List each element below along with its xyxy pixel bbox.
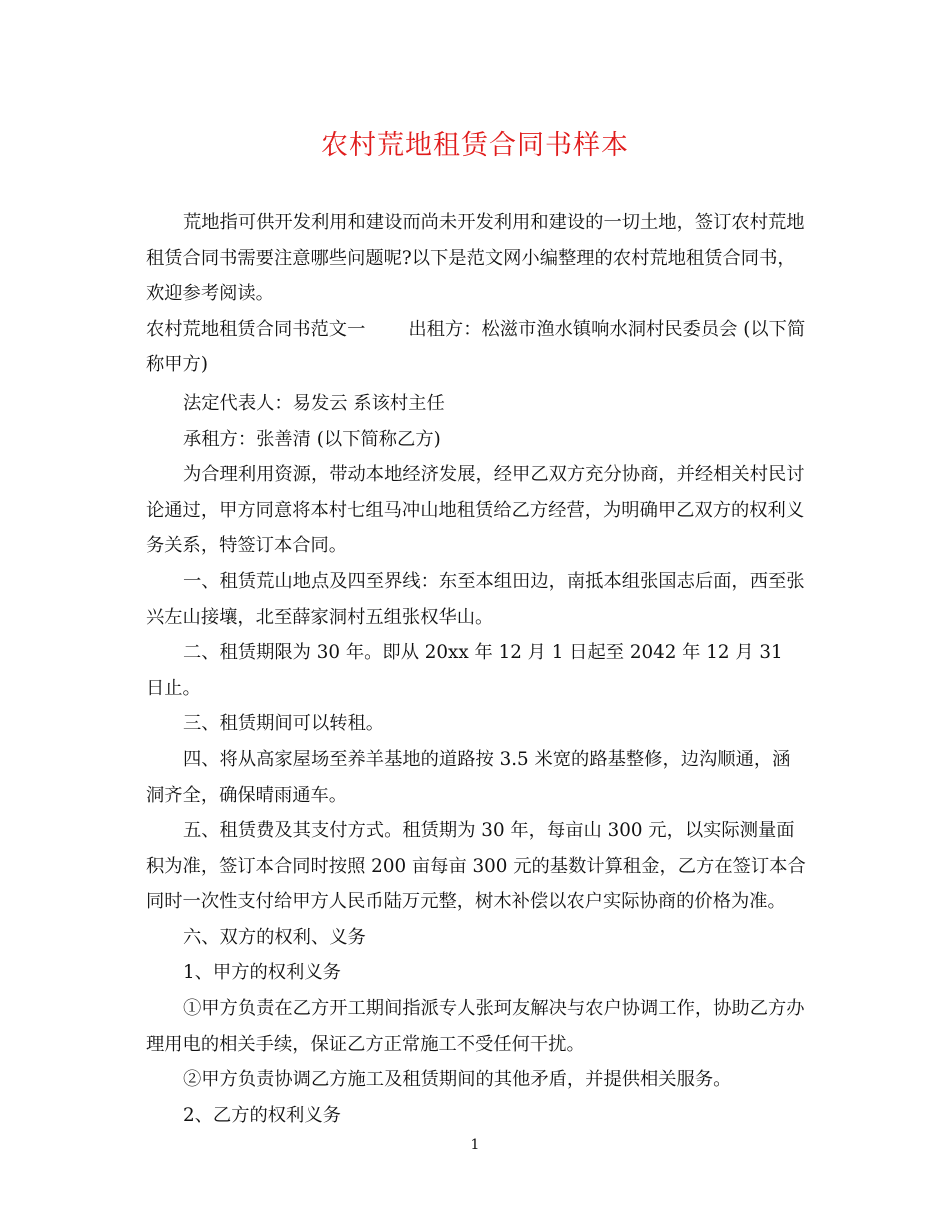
clause-6: 六、双方的权利、义务 xyxy=(183,926,366,948)
sample-heading-line xyxy=(146,312,806,383)
party-b-heading: 2、乙方的权利义务 xyxy=(183,1104,341,1126)
document-title: 农村荒地租赁合同书样本 xyxy=(321,130,629,161)
clause-3: 三、租赁期间可以转租。 xyxy=(183,713,385,735)
page-number: 1 xyxy=(470,1137,480,1153)
clause-1: 一、租赁荒山地点及四至界线：东至本组田边，南抵本组张国志后面，西至张兴左山接壤，北至薛家洞村五组张权华山。 xyxy=(146,570,805,628)
sample-heading: 农村荒地租赁合同书范文一 xyxy=(146,318,366,340)
intro-paragraph: 荒地指可供开发利用和建设而尚未开发利用和建设的一切土地，签订农村荒地租赁合同书需要注意哪些问题呢?以下是范文网小编整理的农村荒地租赁合同书，欢迎参考阅读。 xyxy=(146,212,805,305)
party-a-heading: 1、甲方的权利义务 xyxy=(183,962,341,984)
legal-representative: 法定代表人：易发云 系该村主任 xyxy=(183,392,445,414)
clause-2: 二、租赁期限为 30 年。即从 20xx 年 12 月 1 日起至 2042 年 12 月 31 日止。 xyxy=(146,642,783,699)
clause-4: 四、将从高家屋场至养羊基地的道路按 3.5 米宽的路基整修，边沟顺通，涵洞齐全，确保晴雨通车。 xyxy=(146,748,791,806)
document-body xyxy=(146,205,806,1133)
lessor-line: 出租方：松滋市渔水镇响水洞村民委员会 (以下简称甲方) xyxy=(146,318,806,376)
party-a-item-2: ②甲方负责协调乙方施工及租赁期间的其他矛盾，并提供相关服务。 xyxy=(183,1069,732,1091)
party-a-item-1: ①甲方负责在乙方开工期间指派专人张珂友解决与农户协调工作，协助乙方办理用电的相关手续，保证乙方正常施工不受任何干扰。 xyxy=(146,998,805,1055)
lessee-line: 承租方：张善清 (以下简称乙方) xyxy=(183,428,441,450)
clause-5: 五、租赁费及其支付方式。租赁期为 30 年，每亩山 300 元，以实际测量面积为准，签订本合同时按照 200 亩每亩 300 元的基数计算租金，乙方在签订本合同时一次性支付给甲方人民币陆万元整，树木补偿以农户实际协商的价格为准。 xyxy=(146,820,806,913)
preamble-paragraph: 为合理利用资源，带动本地经济发展，经甲乙双方充分协商，并经相关村民讨论通过，甲方同意将本村七组马冲山地租赁给乙方经营，为明确甲乙双方的权利义务关系，特签订本合同。 xyxy=(146,464,805,557)
